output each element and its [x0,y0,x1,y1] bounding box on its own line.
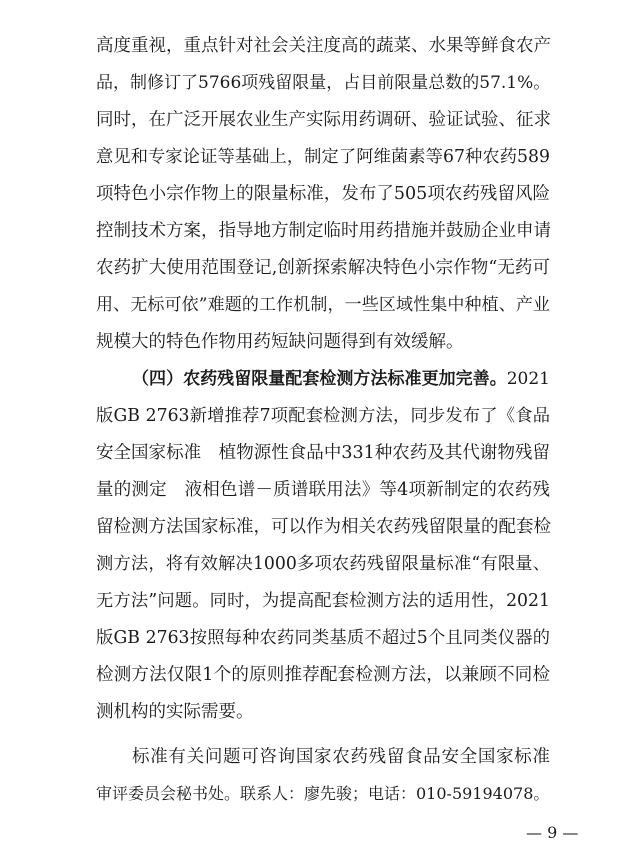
body-text-line: 无方法”问题。同时，为提高配套检测方法的适用性，2021 [96,591,550,611]
body-text-line: 安全国家标准 植物源性食品中331种农药及其代谢物残留 [96,443,550,463]
body-text-line: 量的测定 液相色谱－质谱联用法》等4项新制定的农药残 [96,480,550,500]
section-heading: （四）农药残留限量配套检测方法标准更加完善。 [132,369,507,389]
body-text-line: 留检测方法国家标准，可以作为相关农药残留限量的配套检 [96,517,551,537]
contact-text-line: 审评委员会秘书处。联系人：廖先骏；电话：010-59194078。 [96,784,550,803]
contact-text-line: 标准有关问题可咨询国家农药残留食品安全国家标准 [132,747,550,767]
body-text-line: 同时，在广泛开展农业生产实际用药调研、验证试验、征求 [96,110,551,130]
section-heading-line [132,362,550,396]
body-text-line: 意见和专家论证等基础上，制定了阿维菌素等67种农药589 [96,147,550,167]
body-text-line: 用、无标可依”难题的工作机制，一些区域性集中种植、产业 [96,295,550,315]
body-text-line: 品，制修订了5766项残留限量，占目前限量总数的57.1%。 [96,73,551,93]
body-text-line: 版GB 2763新增推荐7项配套检测方法，同步发布了《食品 [96,406,550,426]
body-text-line: 规模大的特色作物用药短缺问题得到有效缓解。 [96,332,464,352]
heading-line-tail: 2021 [506,369,550,389]
body-text-line: 版GB 2763按照每种农药同类基质不超过5个且同类仪器的 [96,628,550,648]
body-text-line: 检测方法仅限1个的原则推荐配套检测方法，以兼顾不同检 [96,665,550,685]
body-text-line: 农药扩大使用范围登记,创新探索解决特色小宗作物“无药可 [96,258,550,278]
page-number: — 9 — [526,823,579,842]
body-text-line: 高度重视，重点针对社会关注度高的蔬菜、水果等鲜食农产 [96,36,551,56]
body-text-line: 测机构的实际需要。 [96,702,254,722]
body-text-line: 项特色小宗作物上的限量标准，发布了505项农药残留风险 [96,184,550,204]
body-text-line: 测方法，将有效解决1000多项农药残留限量标准“有限量、 [96,554,550,574]
body-text-line: 控制技术方案，指导地方制定临时用药措施并鼓励企业申请 [96,221,551,241]
